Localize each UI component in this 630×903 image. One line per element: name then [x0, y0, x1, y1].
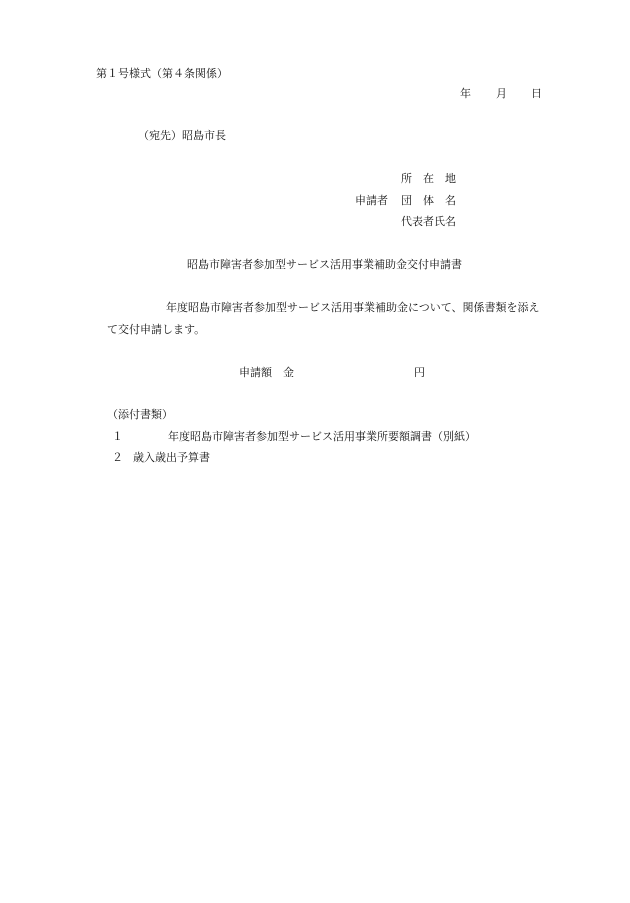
attachment-number: ２ — [112, 451, 123, 464]
addressee: （宛先）昭島市長 — [138, 129, 226, 142]
date-day-label: 日 — [531, 87, 542, 100]
body-text-line-1: 年度昭島市障害者参加型サービス活用事業補助金について、関係書類を添え — [166, 301, 540, 314]
document-title: 昭島市障害者参加型サービス活用事業補助金交付申請書 — [187, 258, 462, 271]
body-text-line-2: て交付申請します。 — [107, 323, 206, 336]
attachments-heading: （添付書類） — [107, 408, 173, 421]
date-month-label: 月 — [496, 87, 507, 100]
attachment-text: 歳入歳出予算書 — [133, 451, 210, 464]
attachment-number: １ — [112, 430, 123, 443]
group-name-label: 団 体 名 — [401, 194, 456, 207]
address-label: 所 在 地 — [401, 172, 456, 185]
date-year-label: 年 — [460, 87, 471, 100]
representative-label: 代表者氏名 — [401, 215, 456, 228]
form-number: 第１号様式（第４条関係） — [96, 67, 228, 80]
amount-label: 申請額 金 — [239, 366, 294, 379]
attachment-text: 年度昭島市障害者参加型サービス活用事業所要額調書（別紙） — [168, 430, 476, 443]
applicant-label: 申請者 — [355, 194, 388, 207]
amount-unit: 円 — [414, 366, 425, 379]
